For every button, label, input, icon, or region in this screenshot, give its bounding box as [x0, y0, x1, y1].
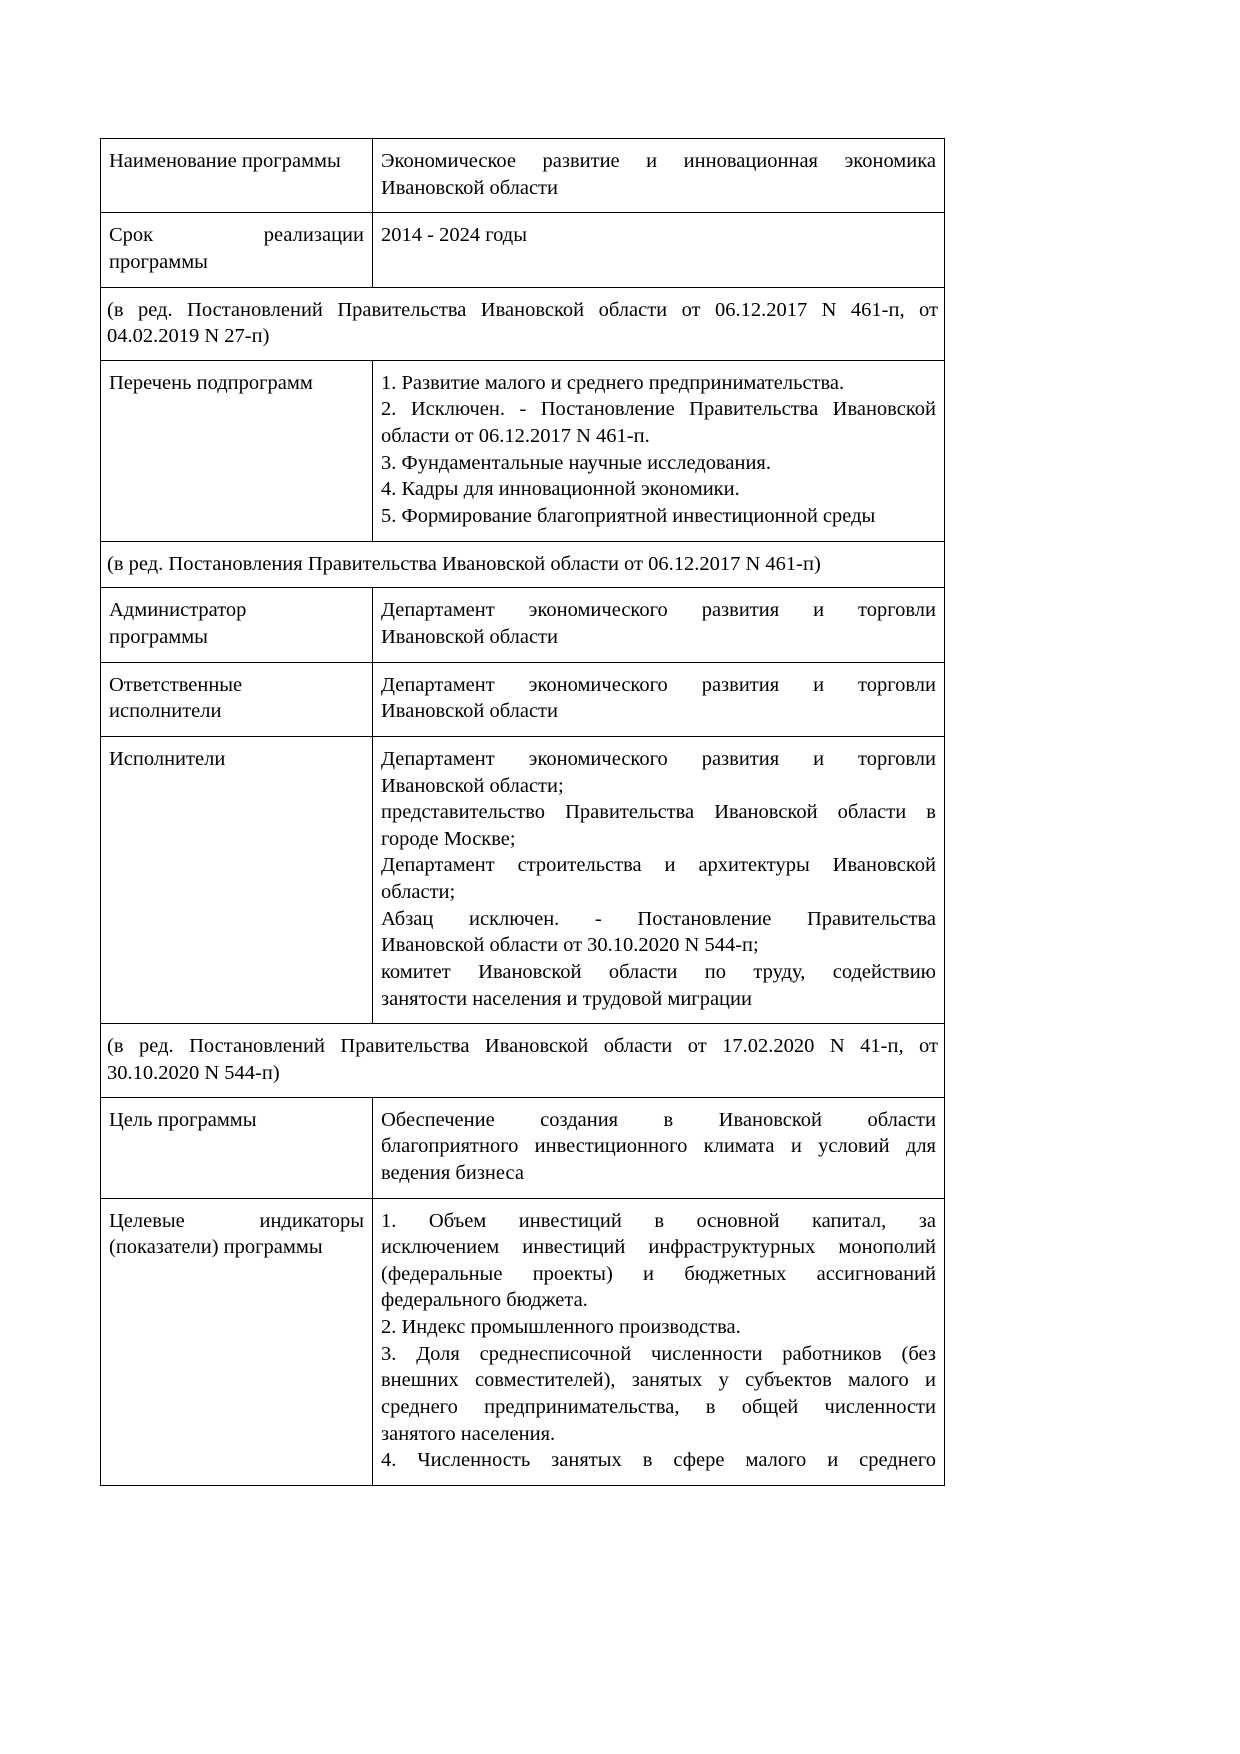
table-row: [101, 213, 945, 287]
program-passport-table: [100, 138, 945, 1486]
table-row: [101, 588, 945, 662]
row-value-program-goal: Обеспечение создания в Ивановской области благоприятного инвестиционного климата и условий для ведения бизнеса: [373, 1097, 945, 1198]
table-row: [101, 662, 945, 736]
row-label-target-indicators: Целевые индикаторы (показатели) программы: [101, 1198, 373, 1485]
row-value-program-name: Экономическое развитие и инновационная экономика Ивановской области: [373, 139, 945, 213]
row-value-program-term: 2014 - 2024 годы: [373, 213, 945, 287]
table-body: [101, 139, 945, 1486]
row-label-program-name: Наименование программы: [101, 139, 373, 213]
table-row: [101, 736, 945, 1023]
amendment-note-row: [101, 1024, 945, 1097]
row-label-responsible-executors: Ответственные исполнители: [101, 662, 373, 736]
row-value-program-administrator: Департамент экономического развития и торговли Ивановской области: [373, 588, 945, 662]
row-value-executors: Департамент экономического развития и торговли Ивановской области; представительство Правительства Ивановской области в городе Москве; Департамент строительства и архитектуры Ивановской области; Абзац исключен. - Постановление Правительства Ивановской области от 30.10.2020 N 544-п; комитет Ивановской области по труду, содействию занятости населения и трудовой миграции: [373, 736, 945, 1023]
amendment-note-row: [101, 541, 945, 588]
table-row: [101, 1097, 945, 1198]
amendment-note: (в ред. Постановления Правительства Ивановской области от 06.12.2017 N 461-п): [101, 541, 945, 588]
row-value-responsible-executors: Департамент экономического развития и торговли Ивановской области: [373, 662, 945, 736]
table-row: [101, 1198, 945, 1485]
row-label-program-goal: Цель программы: [101, 1097, 373, 1198]
table-row: [101, 139, 945, 213]
row-value-subprograms: 1. Развитие малого и среднего предпринимательства. 2. Исключен. - Постановление Правительства Ивановской области от 06.12.2017 N 461-п. 3. Фундаментальные научные исследования. 4. Кадры для инновационной экономики. 5. Формирование благоприятной инвестиционной среды: [373, 360, 945, 541]
row-label-executors: Исполнители: [101, 736, 373, 1023]
amendment-note-row: [101, 287, 945, 360]
table-row: [101, 360, 945, 541]
row-label-program-term: Срок реализации программы: [101, 213, 373, 287]
row-value-target-indicators: 1. Объем инвестиций в основной капитал, за исключением инвестиций инфраструктурных монополий (федеральные проекты) и бюджетных ассигнований федерального бюджета. 2. Индекс промышленного производства. 3. Доля среднесписочной численности работников (без внешних совместителей), занятых у субъектов малого и среднего предпринимательства, в общей численности занятого населения. 4. Численность занятых в сфере малого и среднего: [373, 1198, 945, 1485]
row-label-program-administrator: Администратор программы: [101, 588, 373, 662]
row-label-subprograms: Перечень подпрограмм: [101, 360, 373, 541]
amendment-note: (в ред. Постановлений Правительства Ивановской области от 06.12.2017 N 461-п, от 04.02.2019 N 27-п): [101, 287, 945, 360]
amendment-note: (в ред. Постановлений Правительства Ивановской области от 17.02.2020 N 41-п, от 30.10.2020 N 544-п): [101, 1024, 945, 1097]
